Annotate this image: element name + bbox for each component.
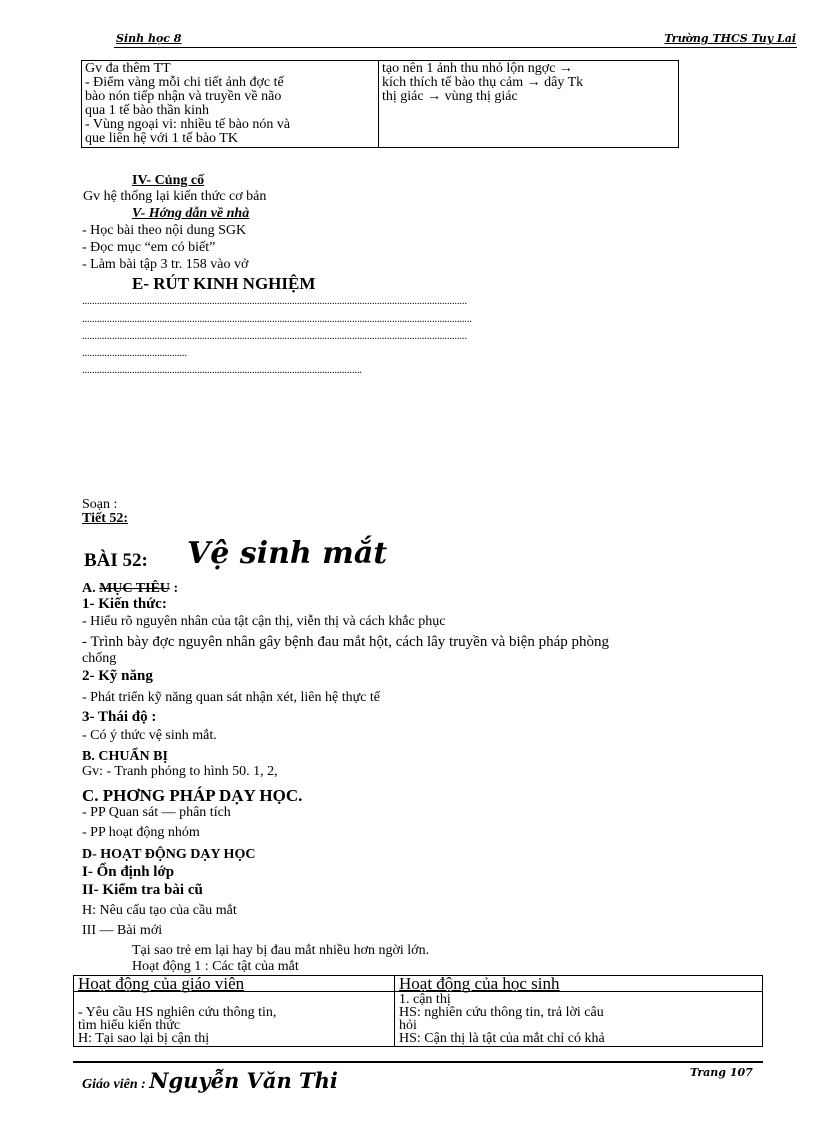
review-text: Gv hệ thống lại kiến thức cơ bản — [83, 189, 267, 204]
lesson-number: BÀI 52: — [84, 550, 148, 571]
objectives-suffix: : — [170, 581, 179, 596]
objectives-heading — [82, 581, 178, 597]
cell-line: - Yêu cầu HS nghiên cứu thông tin, — [78, 1005, 277, 1020]
cell-line: qua 1 tế bào thần kinh — [85, 103, 210, 118]
attitude-item: - Có ý thức vệ sinh mắt. — [82, 728, 217, 743]
teacher-label: Giáo viên : — [82, 1077, 150, 1092]
objectives-main: MỤC TIÊU — [99, 581, 171, 596]
preparation-heading: B. CHUẨN BỊ — [82, 749, 168, 764]
teacher-name: Nguyễn Văn Thi — [149, 1068, 338, 1093]
cell-line: Gv đa thêm TT — [85, 61, 171, 76]
column-header: Hoạt động của học sinh — [395, 976, 763, 992]
cell-line: tạo nên 1 ảnh thu nhỏ lộn ngợc → — [382, 61, 573, 76]
cell-line: thị giác → vùng thị giác — [382, 89, 518, 104]
cell-line: kích thích tế bào thụ cảm → dây Tk — [382, 75, 584, 90]
homework-item: - Học bài theo nội dung SGK — [82, 223, 247, 238]
activity-title: Hoạt động 1 : Các tật của mắt — [132, 959, 299, 974]
activity-step: I- Ổn định lớp — [82, 864, 175, 880]
table-header-row — [74, 976, 763, 992]
cell-line: - Vùng ngoại vi: nhiều tế bào nón và — [85, 117, 291, 132]
lesson-title: Vệ sinh mắt — [187, 536, 388, 571]
knowledge-item: - Hiểu rõ nguyên nhân của tật cận thị, viễn thị và cách khắc phục — [82, 614, 446, 629]
skills-heading: 2- Kỹ năng — [82, 668, 153, 684]
cell-line: hỏi — [399, 1018, 417, 1033]
methods-heading: C. PHƠNG PHÁP DẠY HỌC. — [82, 786, 303, 805]
cell-line: HS: Cận thị là tật của mắt chỉ có khả — [399, 1031, 605, 1046]
knowledge-item: - Trình bày đợc nguyên nhân gây bệnh đau mắt hột, cách lây truyền và biện pháp phòng — [82, 634, 609, 650]
cell-line: H: Tại sao lại bị cận thị — [78, 1031, 210, 1046]
teacher-activity-cell — [82, 61, 379, 148]
header-subject: Sinh học 8 — [116, 32, 182, 45]
dotted-line: ............................................................................................................................................................ — [82, 315, 472, 325]
dotted-line: .......................................................................................................................................................... — [82, 297, 467, 307]
period-label: Tiết 52: — [82, 511, 129, 526]
table-row — [82, 61, 679, 148]
dotted-line: ................................................................................................................ — [82, 366, 362, 376]
activity-step: III — Bài mới — [82, 923, 163, 938]
cell-line: tìm hiểu kiến thức — [78, 1018, 181, 1033]
lesson-intro: Tại sao trẻ em lại hay bị đau mắt nhiều hơn ngời lớn. — [132, 943, 430, 958]
objectives-prefix: A. — [82, 581, 100, 596]
footer-teacher — [82, 1068, 338, 1093]
activity-table — [73, 975, 763, 1047]
dotted-line: .......................................... — [82, 349, 187, 359]
teacher-activity-cell — [74, 992, 395, 1047]
continuation-table — [81, 60, 679, 148]
soan-label: Soạn : — [82, 497, 118, 512]
student-activity-cell — [395, 992, 763, 1047]
activities-heading: D- HOẠT ĐỘNG DẠY HỌC — [82, 847, 256, 862]
cell-line: HS: nghiên cứu thông tin, trả lời câu — [399, 1005, 604, 1020]
homework-item: - Làm bài tập 3 tr. 158 vào vở — [82, 257, 249, 272]
header-school: Trường THCS Tuy Lai — [664, 32, 796, 45]
review-question: H: Nêu cấu tạo của cầu mắt — [82, 903, 237, 918]
student-activity-cell — [379, 61, 679, 148]
dotted-line: .......................................................................................................................................................... — [82, 332, 467, 342]
preparation-text: Gv: - Tranh phóng to hình 50. 1, 2, — [82, 764, 278, 779]
review-heading: IV- Củng cố — [132, 173, 205, 188]
homework-item: - Đọc mục “em có biết” — [82, 240, 216, 255]
column-header: Hoạt động của giáo viên — [74, 976, 395, 992]
homework-heading: V- Hớng dẫn về nhà — [132, 206, 250, 221]
footer-divider — [73, 1061, 763, 1063]
activity-step: II- Kiểm tra bài cũ — [82, 882, 203, 898]
header-divider — [114, 47, 797, 48]
cell-line: bào nón tiếp nhận và truyền về não — [85, 89, 282, 104]
cell-line: que liên hệ với 1 tế bào TK — [85, 131, 238, 146]
knowledge-heading: 1- Kiến thức: — [82, 596, 167, 612]
page-number: Trang 107 — [690, 1066, 753, 1079]
method-item: - PP Quan sát — phân tích — [82, 805, 231, 820]
cell-line: 1. cận thị — [399, 992, 451, 1007]
cell-line: - Điểm vàng mỗi chi tiết ảnh đợc tế — [85, 75, 284, 90]
experience-heading: E- RÚT KINH NGHIỆM — [132, 274, 316, 293]
knowledge-item: chống — [82, 651, 117, 666]
table-row — [74, 992, 763, 1047]
skills-item: - Phát triển kỹ năng quan sát nhận xét, liên hệ thực tế — [82, 690, 381, 705]
attitude-heading: 3- Thái độ : — [82, 709, 157, 725]
method-item: - PP hoạt động nhóm — [82, 825, 200, 840]
